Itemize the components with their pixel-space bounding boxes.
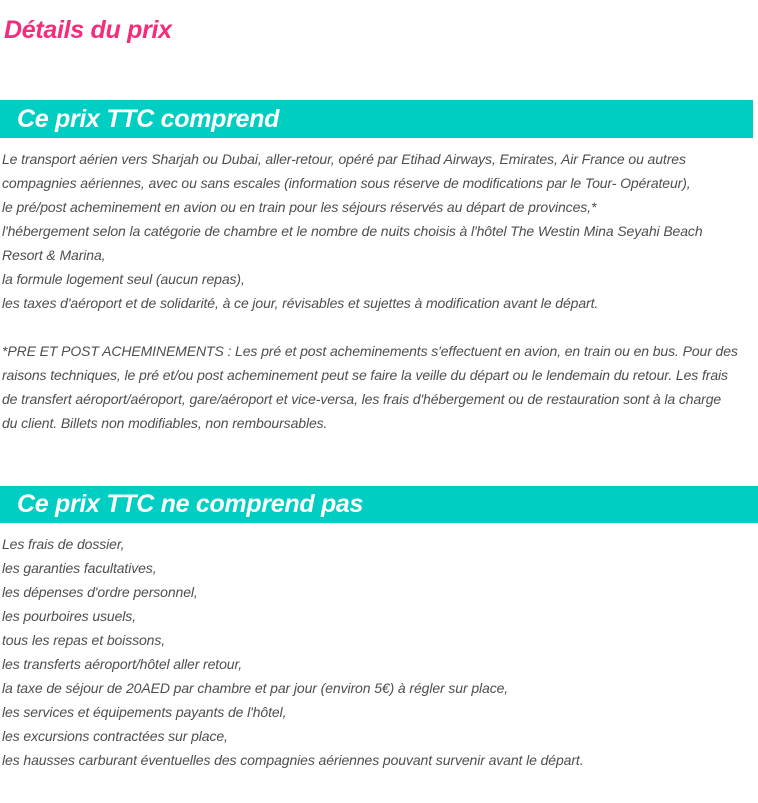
note-text-line: *PRE ET POST ACHEMINEMENTS : Les pré et post acheminements s'effectuent en avion, en train ou en bus. Pour des <box>2 343 738 359</box>
excluded-details <box>2 532 758 772</box>
included-text-line: compagnies aériennes, avec ou sans escales (information sous réserve de modifications par le Tour- Opérateur), <box>2 175 691 191</box>
excluded-item: les dépenses d'ordre personnel, <box>2 584 198 600</box>
excluded-section-header <box>0 486 758 523</box>
included-text-line: Le transport aérien vers Sharjah ou Dubai, aller-retour, opéré par Etihad Airways, Emirates, Air France ou autres <box>2 151 686 167</box>
excluded-item: la taxe de séjour de 20AED par chambre et par jour (environ 5€) à régler sur place, <box>2 680 509 696</box>
excluded-item: Les frais de dossier, <box>2 536 125 552</box>
note-text-line: raisons techniques, le pré et/ou post acheminement peut se faire la veille du départ ou le lendemain du retour. Les frais <box>2 367 728 383</box>
note-text-line: de transfert aéroport/aéroport, gare/aéroport et vice-versa, les frais d'hébergement ou de restauration sont à la charge <box>2 391 722 407</box>
included-text-line: l'hébergement selon la catégorie de chambre et le nombre de nuits choisis à l'hôtel The Westin Mina Seyahi Beach <box>2 223 703 239</box>
excluded-section-title: Ce prix TTC ne comprend pas <box>17 490 364 518</box>
excluded-item: les pourboires usuels, <box>2 608 136 624</box>
excluded-item: tous les repas et boissons, <box>2 632 166 648</box>
excluded-item: les services et équipements payants de l'hôtel, <box>2 704 287 720</box>
included-section-header <box>0 100 753 138</box>
excluded-item: les transferts aéroport/hôtel aller retour, <box>2 656 243 672</box>
pre-post-note-paragraph <box>2 339 758 435</box>
included-section-title: Ce prix TTC comprend <box>17 104 280 133</box>
note-text-line: du client. Billets non modifiables, non remboursables. <box>2 415 328 431</box>
excluded-item: les excursions contractées sur place, <box>2 728 228 744</box>
included-paragraph <box>2 147 758 315</box>
page-title: Détails du prix <box>4 16 172 44</box>
excluded-item: les garanties facultatives, <box>2 560 157 576</box>
included-details <box>2 147 758 435</box>
included-text-line: les taxes d'aéroport et de solidarité, à ce jour, révisables et sujettes à modification avant le départ. <box>2 295 599 311</box>
included-text-line: la formule logement seul (aucun repas), <box>2 271 245 287</box>
included-text-line: le pré/post acheminement en avion ou en train pour les séjours réservés au départ de provinces,* <box>2 199 597 215</box>
included-text-line: Resort & Marina, <box>2 247 106 263</box>
excluded-item: les hausses carburant éventuelles des compagnies aériennes pouvant survenir avant le départ. <box>2 752 584 768</box>
